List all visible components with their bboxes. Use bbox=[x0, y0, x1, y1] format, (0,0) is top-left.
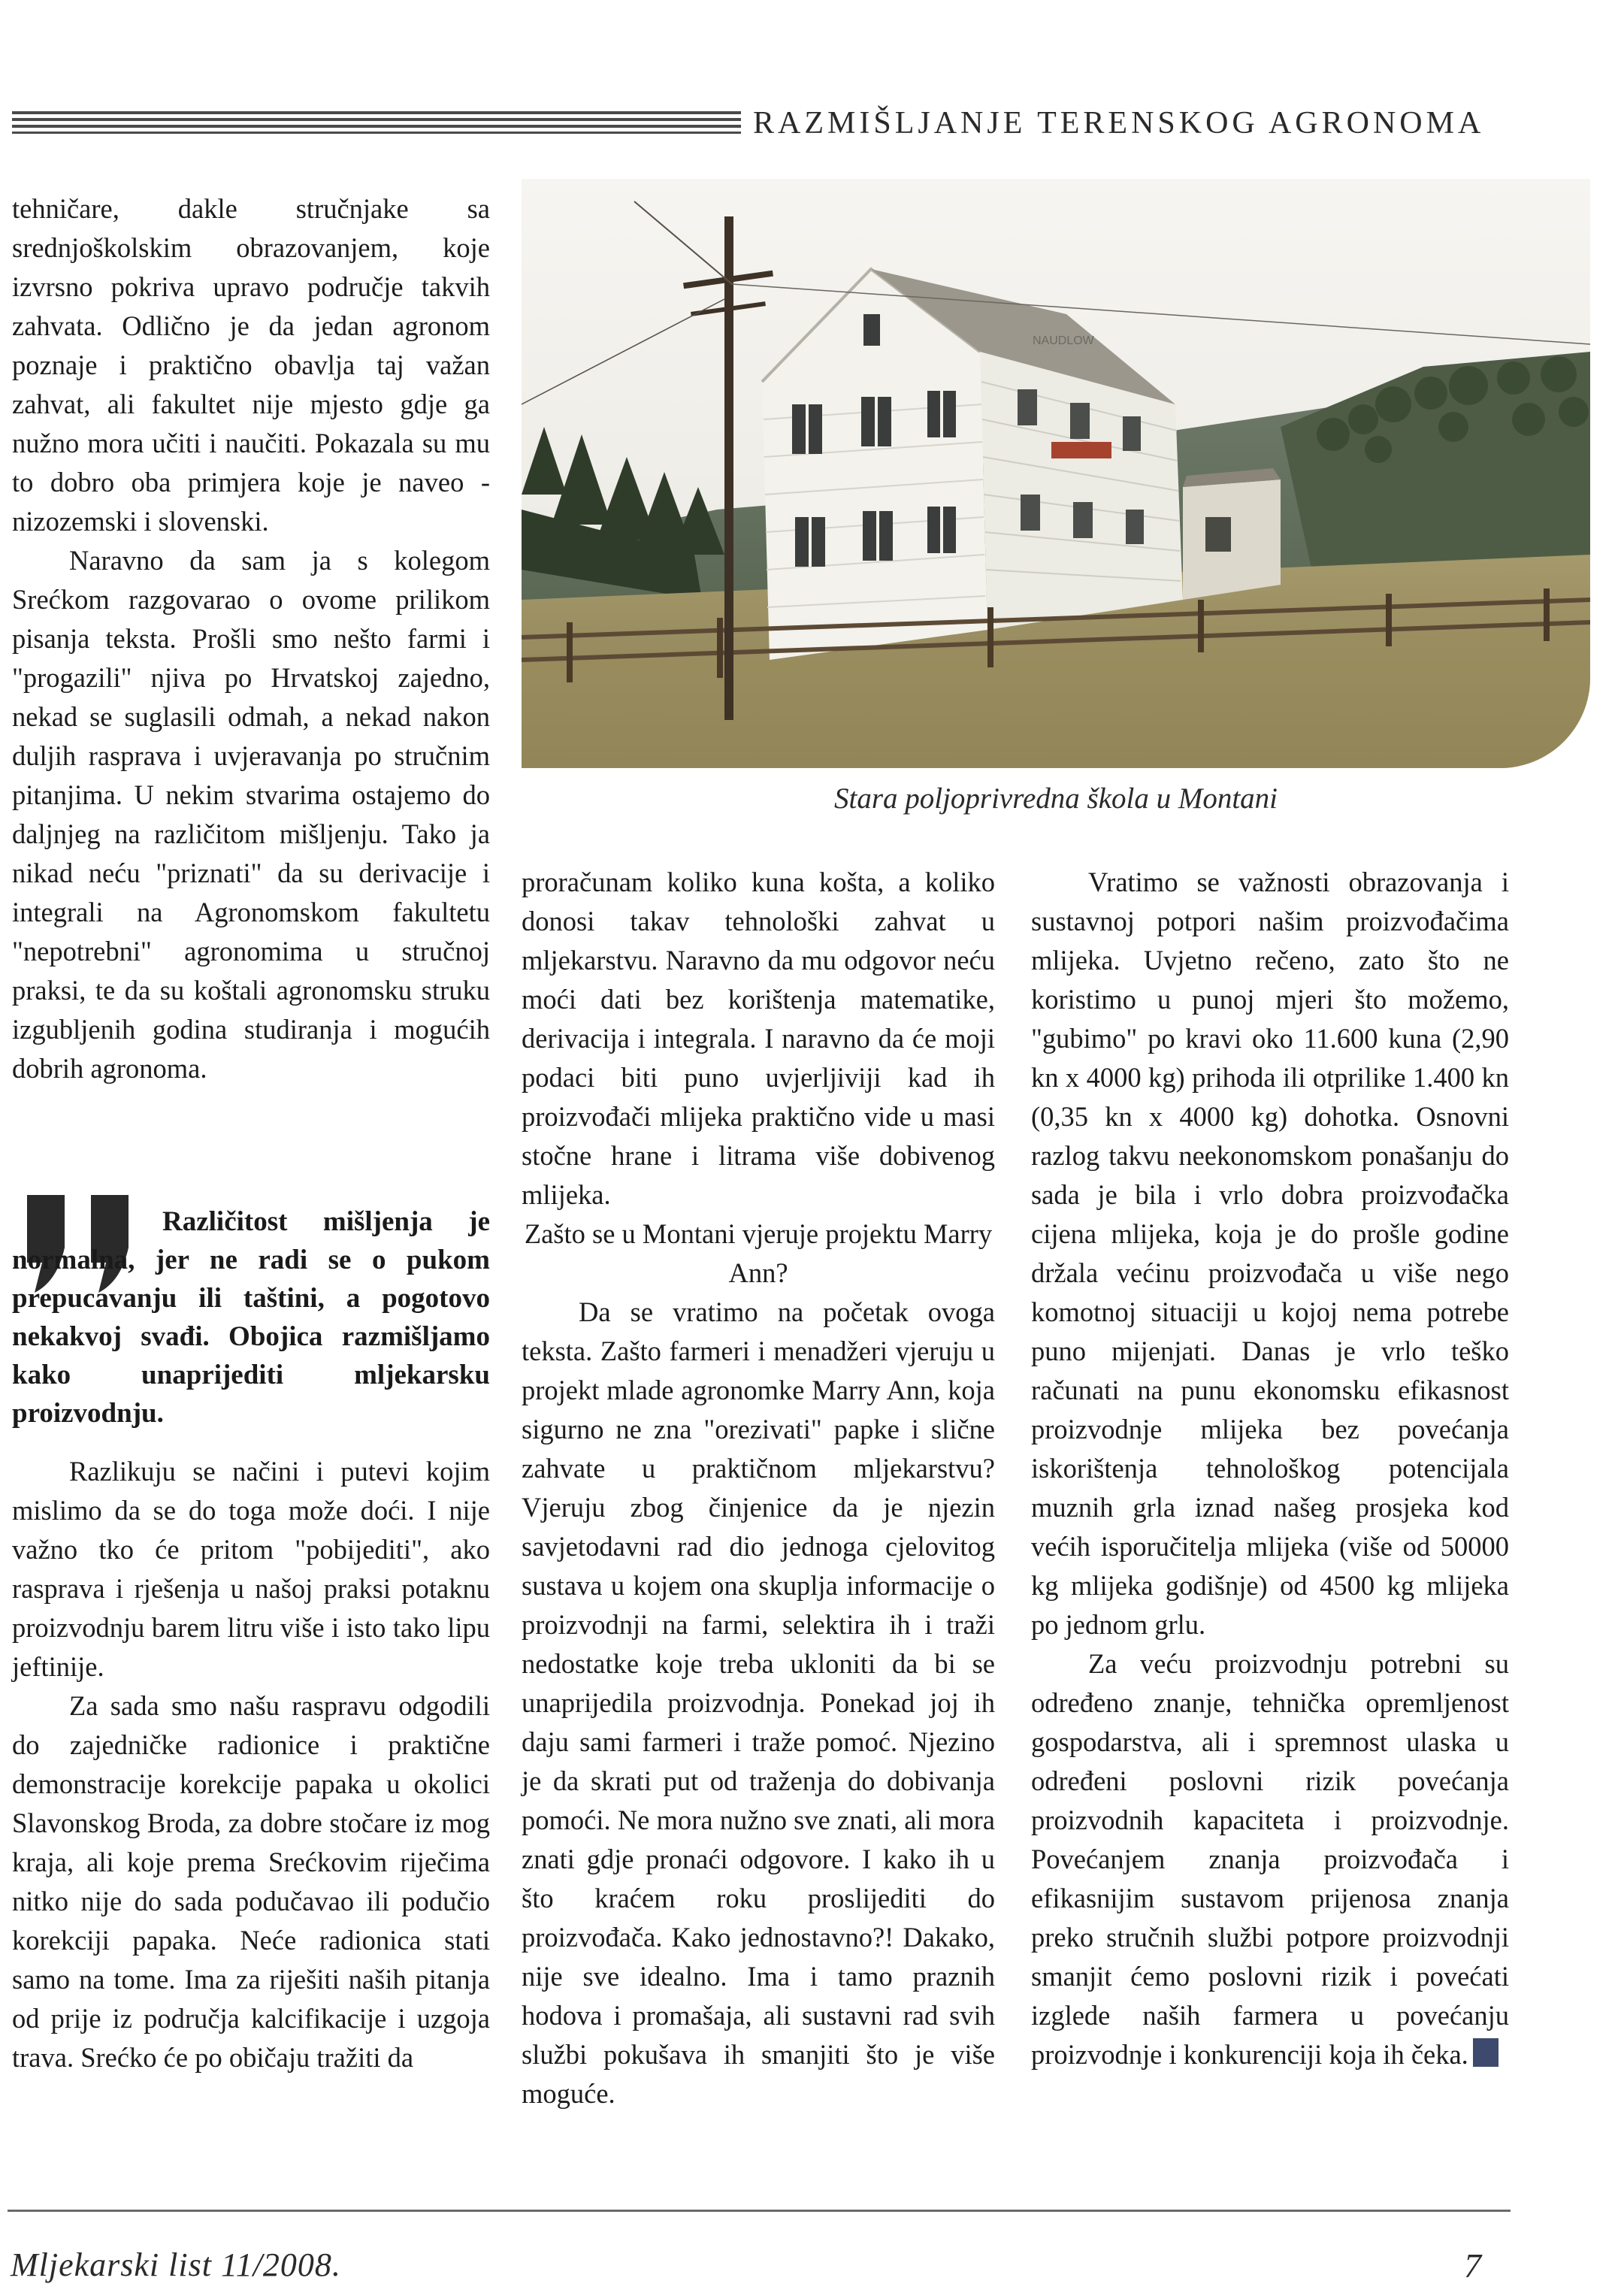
page-number: 7 bbox=[1464, 2246, 1481, 2285]
paragraph: Da se vratimo na početak ovoga teksta. Zašto farmeri i menadžeri vjeruju u projekt mlade agronomke Marry Ann, koja sigurno ne zna "orezivati" papke i slične zahvate u praktičnom mljekarstvu? Vjeruju zbog činjenice da je njezin savjetodavni rad dio jednoga cjelovitog sustava u kojem ona skuplja informacije o proizvodnji na farmi, selektira ih i traži nedostatke koje treba ukloniti da bi se unaprijedila proizvodnja. Ponekad joj ih daju sami farmeri i traže pomoć. Njezino je da skrati put od traženja do dobivanja pomoći. Ne mora nužno sve znati, ali mora znati gdje pronaći odgovore. I kako ih u što kraćem roku proslijediti do proizvođača. Kako jednostavno?! Dakako, nije sve idealno. Ima i tamo praznih hodova i promašaja, ali sustavni rad svih službi pokušava ih smanjiti što je više moguće. bbox=[522, 1296, 995, 2109]
paragraph: Za sada smo našu raspravu odgodili do zajedničke radionice i praktične demonstracije korekcije papaka u okolici Slavonskog Broda, za dobre stočare iz mog kraja, ali koje prema Srećkovim riječima nitko nije do sada podučavao ili podučio korekciji papaka. Neće radionica stati samo na tome. Ima za riješiti naših pitanja od prije iz područja kalcifikacije i uzgoja trava. Srećko će po običaju tražiti da bbox=[12, 1690, 490, 2073]
column-3 bbox=[1031, 863, 1509, 2074]
column-2 bbox=[522, 863, 995, 2113]
schoolhouse-photo bbox=[522, 179, 1590, 768]
building-sign: NAUDLOW bbox=[1033, 334, 1094, 347]
paragraph: Naravno da sam ja s kolegom Srećkom razgovarao o ovome prilikom pisanja teksta. Prošli smo nešto farmi i "progazili" njiva po Hrvatskoj zajedno, nekad se suglasili odmah, a nekad nakon duljih rasprava i uvjeravanja po stručnim pitanjima. U nekim stvarima ostajemo do daljnjeg na različitom mišljenju. Tako ja nikad neću "priznati" da su derivacije i integrali na Agronomskom fakultetu "nepotrebni" agronomima u stručnoj praksi, te da su koštali agronomsku struku izgubljenih godina studiranja i mogućih dobrih agronoma. bbox=[12, 545, 490, 1084]
footer-rule bbox=[8, 2210, 1511, 2212]
photo-caption: Stara poljoprivredna škola u Montani bbox=[833, 782, 1278, 815]
section-title: RAZMIŠLJANJE TERENSKOG AGRONOMA bbox=[753, 106, 1485, 141]
pull-quote-text: Različitost mišljenja je normalna, jer ne radi se o pukom prepucavanju ili taštini, a pogotovo nekakvoj svađi. Obojica razmišljamo kako unaprijediti mljekarsku proizvodnju. bbox=[12, 1206, 490, 1429]
paragraph: Vratimo se važnosti obrazovanja i sustavnoj potpori našim proizvođačima mlijeka. Uvjetno rečeno, zato što ne koristimo u punoj mjeri što možemo, "gubimo" po kravi oko 11.600 kuna (2,90 kn x 4000 kg) prihoda ili otprilike 1.400 kn (0,35 kn x 4000 kg) dohotka. Osnovni razlog takvu neekonomskom ponašanju do sada je bila i vrlo dobra proizvođačka cijena mlijeka, koja je do prošle godine držala većinu proizvođača u više nego komotnoj situaciji u kojoj nema potrebe puno mijenjati. Danas je vrlo teško računati na punu ekonomsku efikasnost proizvodnje mlijeka bez povećanja iskorištenja tehnološkog potencijala muznih grla iznad našeg prosjeka kod većih isporučitelja mlijeka (više od 50000 kg mlijeka godišnje) od 4500 kg mlijeka po jednom grlu. bbox=[1031, 867, 1509, 1640]
end-of-article-icon bbox=[1473, 2038, 1498, 2067]
column-1-top bbox=[12, 189, 490, 1088]
pull-quote bbox=[12, 1202, 490, 1432]
paragraph: Razlikuju se načini i putevi kojim mislimo da se do toga može doći. I nije važno tko će pritom "pobijediti", ako rasprava i rješenja u našoj praksi potaknu proizvodnju barem litru više i isto tako lipu jeftinije. bbox=[12, 1456, 490, 1682]
subheading: Zašto se u Montani vjeruje projektu Marry Ann? bbox=[524, 1218, 993, 1288]
journal-title: Mljekarski list 11/2008. bbox=[11, 2246, 341, 2283]
paragraph: proračunam koliko kuna košta, a koliko donosi takav tehnološki zahvat u mljekarstvu. Naravno da mu odgovor neću moći dati bez korištenja matematike, derivacija i integrala. I naravno da će moji podaci biti puno uvjerljiviji kad ih proizvođači mlijeka praktično vide u masi stočne hrane i litrama više dobivenog mlijeka. bbox=[522, 867, 995, 1210]
paragraph: tehničare, dakle stručnjake sa srednjoškolskim obrazovanjem, koje izvrsno pokriva upravo područje takvih zahvata. Odlično je da jedan agronom poznaje i praktično obavlja taj važan zahvat, ali fakultet nije mjesto gdje ga nužno mora učiti i naučiti. Pokazala su mu to dobro oba primjera koje je naveo - nizozemski i slovenski. bbox=[12, 193, 490, 537]
paragraph bbox=[1031, 1644, 1509, 2074]
last-paragraph-text: Za veću proizvodnju potrebni su određeno znanje, tehnička opremljenost gospodarstva, ali i spremnost ulaska u određeni poslovni rizik povećanja proizvodnih kapaciteta i proizvodnje. Povećanjem znanja proizvođača i efikasnijim sustavom prijenosa znanja preko stručnih službi potpore proizvodnji smanjit ćemo poslovni rizik i povećati izglede naših farmera u povećanju proizvodnje i konkurenciji koja ih čeka. bbox=[1031, 1648, 1509, 2070]
column-1-bottom bbox=[12, 1452, 490, 2077]
